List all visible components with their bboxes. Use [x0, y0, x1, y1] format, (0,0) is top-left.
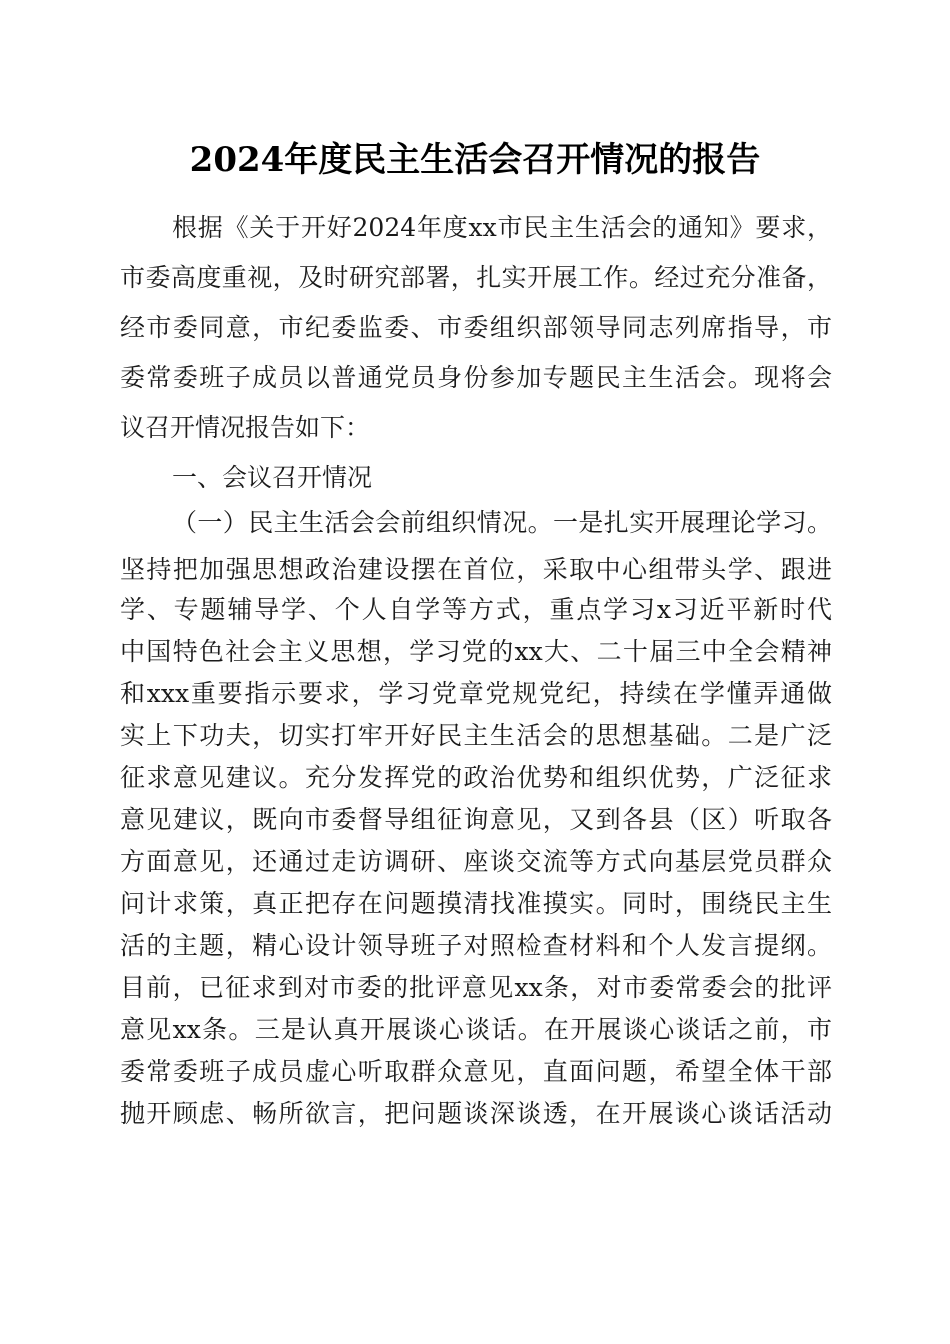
paragraph-line: 市委高度重视，及时研究部署，扎实开展工作。经过充分准备， [120, 263, 832, 292]
paragraph-line: 经市委同意，市纪委监委、市委组织部领导同志列席指导，市 [120, 313, 832, 342]
paragraph-line: 抛开顾虑、畅所欲言，把问题谈深谈透，在开展谈心谈话活动 [120, 1099, 832, 1128]
paragraph-line: 方面意见，还通过走访调研、座谈交流等方式向基层党员群众 [120, 847, 832, 876]
paragraph-line: 目前，已征求到对市委的批评意见xx条，对市委常委会的批评 [120, 973, 832, 1002]
paragraph-line: 根据《关于开好2024年度xx市民主生活会的通知》要求， [172, 213, 832, 242]
paragraph-line: 坚持把加强思想政治建设摆在首位，采取中心组带头学、跟进 [120, 555, 832, 584]
paragraph-line: 意见建议，既向市委督导组征询意见，又到各县（区）听取各 [120, 805, 832, 834]
paragraph-line: 委常委班子成员以普通党员身份参加专题民主生活会。现将会 [120, 363, 832, 392]
paragraph-line: 和xxx重要指示要求，学习党章党规党纪，持续在学懂弄通做 [120, 679, 832, 708]
paragraph-line: 征求意见建议。充分发挥党的政治优势和组织优势，广泛征求 [120, 763, 832, 792]
paragraph-line: 意见xx条。三是认真开展谈心谈话。在开展谈心谈话之前，市 [120, 1015, 832, 1044]
paragraph-line: 活的主题，精心设计领导班子对照检查材料和个人发言提纲。 [120, 931, 832, 960]
paragraph-line: 中国特色社会主义思想，学习党的xx大、二十届三中全会精神 [120, 637, 832, 666]
section-heading: 一、会议召开情况 [172, 463, 373, 492]
paragraph-line: 学、专题辅导学、个人自学等方式，重点学习x习近平新时代 [120, 595, 832, 624]
paragraph-line: 问计求策，真正把存在问题摸清找准摸实。同时，围绕民主生 [120, 889, 832, 918]
paragraph-line: 实上下功夫，切实打牢开好民主生活会的思想基础。二是广泛 [120, 721, 832, 750]
paragraph-line: （一）民主生活会会前组织情况。一是扎实开展理论学习。 [172, 508, 832, 537]
paragraph-line: 委常委班子成员虚心听取群众意见，直面问题，希望全体干部 [120, 1057, 832, 1086]
paragraph-line: 议召开情况报告如下： [120, 413, 371, 442]
document-title: 2024年度民主生活会召开情况的报告 [189, 140, 761, 180]
